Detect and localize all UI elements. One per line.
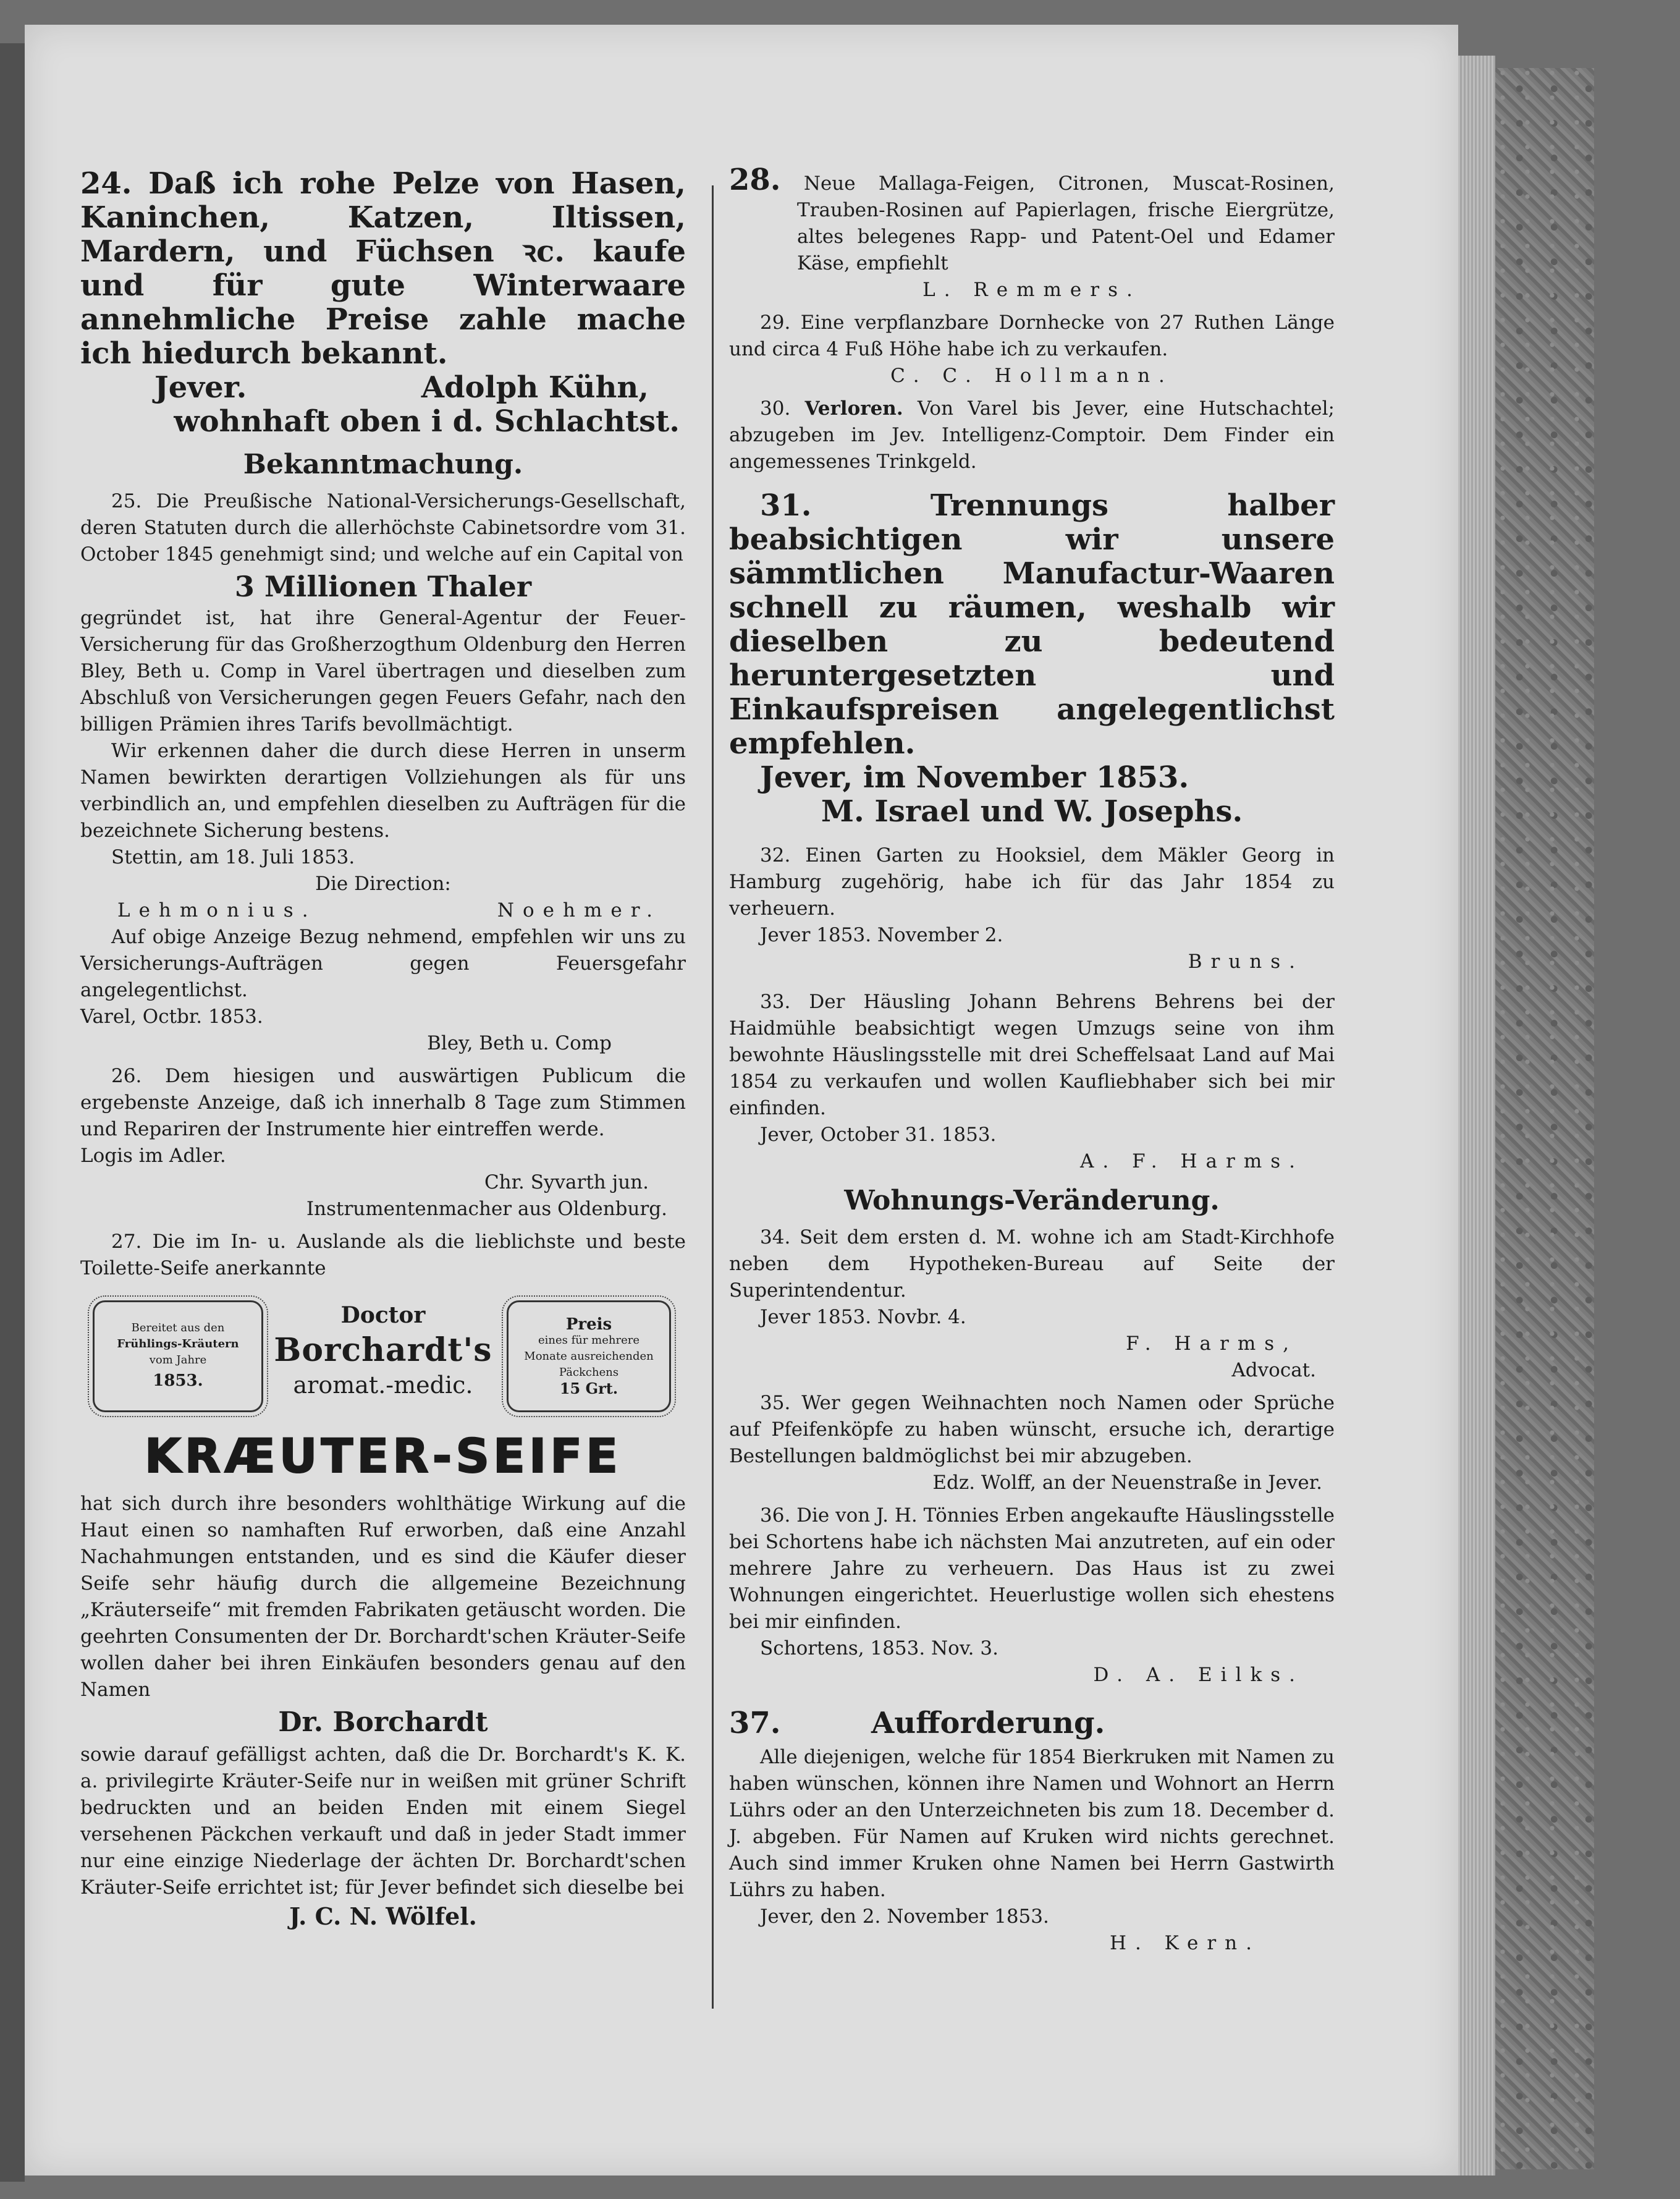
notice-34-dateline: Jever 1853. Novbr. 4. xyxy=(760,1306,966,1328)
notice-30-body: Von Varel bis Jever, eine Hutschachtel; abzugeben im Jev. Intelligenz-Comptoir. Dem Finder ein angemessenes Trinkgeld. xyxy=(729,397,1335,473)
notice-24-address: wohnhaft oben i d. Schlachtst. xyxy=(174,404,680,439)
notice-25-signers xyxy=(80,897,686,924)
notice-35-text: 35. Wer gegen Weihnachten noch Namen oder Sprüche auf Pfeifenköpfe zu haben wünscht, ersuche ich, derartige Bestellungen baldmöglichst bei mir abzugeben. xyxy=(729,1392,1335,1467)
notice-25-dateline-2: Varel, Octbr. 1853. xyxy=(80,1006,263,1028)
ad-borchardts: Borchardt's xyxy=(274,1331,492,1369)
notice-29-signer: C. C. Hollmann. xyxy=(890,365,1173,387)
notice-25-dateline: Stettin, am 18. Juli 1853. xyxy=(111,846,355,868)
page-stack-edge xyxy=(1458,56,1495,2176)
bekanntmachung-heading: Bekanntmachung. xyxy=(243,449,523,480)
ad-right-line-1: Preis xyxy=(565,1315,612,1334)
notice-32-text: 32. Einen Garten zu Hooksiel, dem Mäkler Georg in Hamburg zugehörig, habe ich für das Jahr 1854 zu verheuern. xyxy=(729,844,1335,920)
notice-26-signer: Chr. Syvarth jun. xyxy=(484,1171,649,1193)
notice-27 xyxy=(80,1229,686,1932)
notice-27-intro: 27. Die im In- u. Auslande als die lieblichste und beste Toilette-Seife anerkannte xyxy=(80,1231,686,1279)
notice-25-paragraph-2: gegründet ist, hat ihre General-Agentur der Feuer-Versicherung für das Großherzogthum Oldenburg den Herren Bley, Beth u. Comp in Varel übertragen und dieselben zum Abschluß von Versicherungen gegen Feuers Gefahr, nach den billigen Prämien ihres Tarifs bevollmächtigt. xyxy=(80,607,686,735)
notice-32 xyxy=(729,842,1335,975)
notice-25-paragraph-4: Auf obige Anzeige Bezug nehmend, empfehlen wir uns zu Versicherungs-Aufträgen gegen Feuersgefahr angelegentlichst. xyxy=(80,926,686,1001)
notice-24 xyxy=(80,167,686,439)
right-column xyxy=(729,163,1335,1957)
notice-30-label: Verloren. xyxy=(804,397,903,420)
notice-25-signer-1: Lehmonius. xyxy=(117,899,317,922)
ad-left-line-1: Bereitet aus den xyxy=(131,1321,225,1334)
ad-right-line-3: Monate ausreichenden xyxy=(524,1349,654,1363)
notice-33 xyxy=(729,989,1335,1175)
marbled-cover-edge xyxy=(1495,68,1594,2169)
notice-29-text: 29. Eine verpflanzbare Dornhecke von 27 Ruthen Länge und circa 4 Fuß Höhe habe ich zu verkaufen. xyxy=(729,311,1335,360)
soap-advertisement-frame xyxy=(80,1294,686,1418)
notice-25-paragraph-1: 25. Die Preußische National-Versicherungs-Gesellschaft, deren Statuten durch die allerhöchste Cabinetsordre vom 31. October 1845 genehmigt sind; und welche auf ein Capital von xyxy=(80,490,686,566)
notice-36 xyxy=(729,1502,1335,1688)
notice-27-seller: J. C. N. Wölfel. xyxy=(289,1902,477,1930)
notice-31-signer: M. Israel und W. Josephs. xyxy=(821,794,1243,829)
notice-26-logis: Logis im Adler. xyxy=(80,1145,226,1167)
notice-31 xyxy=(729,489,1335,829)
ad-aromat: aromat.-medic. xyxy=(293,1371,473,1399)
notice-35 xyxy=(729,1390,1335,1496)
notice-35-signer: Edz. Wolff, an der Neuenstraße in Jever. xyxy=(932,1472,1322,1494)
previous-page-edge xyxy=(0,43,25,2182)
notice-37-dateline: Jever, den 2. November 1853. xyxy=(760,1905,1049,1928)
notice-37-signer: H. Kern. xyxy=(1109,1932,1260,1954)
notice-32-signer: Bruns. xyxy=(1188,951,1304,973)
notice-27-paragraph-1: hat sich durch ihre besonders wohlthätige Wirkung auf die Haut einen so namhaften Ruf erworben, daß eine Anzahl Nachahmungen entstanden, und es sind die Käufer dieser Seife sehr häufig durch die allgemeine Bezeichnung „Kräuterseife“ mit fremden Fabrikaten getäuscht worden. Die geehrten Consumenten der Dr. Borchardt'schen Kräuter-Seife wollen daher bei ihren Einkäufen besonders genau auf den Namen xyxy=(80,1493,686,1701)
ad-left-box xyxy=(93,1300,263,1412)
left-column xyxy=(80,167,686,1932)
capital-amount: 3 Millionen Thaler xyxy=(234,570,532,603)
notice-33-text: 33. Der Häusling Johann Behrens Behrens bei der Haidmühle beabsichtigt wegen Umzugs seine von ihm bewohnte Häuslingsstelle mit drei Scheffelsaat Land auf Mai 1854 zu verkaufen und wollen Kaufliebhaber sich bei mir einfinden. xyxy=(729,991,1335,1119)
notice-25-signer-2: Noehmer. xyxy=(497,899,661,922)
ad-left-line-3: vom Jahre xyxy=(149,1353,207,1366)
notice-31-dateline: Jever, im November 1853. xyxy=(760,760,1189,795)
notice-36-dateline: Schortens, 1853. Nov. 3. xyxy=(760,1637,998,1659)
notice-30-text xyxy=(729,396,1335,475)
notice-25-paragraph-3: Wir erkennen daher die durch diese Herren in unserm Namen bewirkten derartigen Vollziehungen als für uns verbindlich an, und empfehlen dieselben zu Aufträgen für die bezeichnete Sicherung bestens. xyxy=(80,740,686,842)
ad-doctor: Doctor xyxy=(340,1302,426,1328)
notice-28 xyxy=(729,163,1335,303)
notice-24-place: Jever. xyxy=(154,370,247,405)
notice-26 xyxy=(80,1063,686,1222)
notice-36-signer: D. A. Eilks. xyxy=(1093,1664,1304,1686)
ad-right-line-2: eines für mehrere xyxy=(538,1333,640,1347)
notice-33-signer: A. F. Harms. xyxy=(1080,1150,1304,1172)
ad-right-line-4: Päckchens xyxy=(559,1365,619,1379)
notice-28-signer: L. Remmers. xyxy=(922,279,1141,301)
notice-31-text: 31. Trennungs halber beabsichtigen wir unsere sämmtlichen Manufactur-Waaren schnell zu räumen, weshalb wir dieselben zu bedeutend heruntergesetzten und Einkaufspreisen angelegentlichst empfehlen. xyxy=(729,488,1335,761)
column-divider xyxy=(712,185,714,2009)
notice-28-number: 28. xyxy=(729,163,781,197)
notice-37-text: Alle diejenigen, welche für 1854 Bierkruken mit Namen zu haben wünschen, können ihre Namen und Wohnort an Herrn Lührs oder an den Unterzeichneten bis zum 18. December d. J. abgeben. Für Namen auf Kruken wird nichts gerechnet. Auch sind immer Kruken ohne Namen bei Herrn Gastwirth Lührs zu haben. xyxy=(729,1746,1335,1901)
ad-center-title xyxy=(272,1300,494,1399)
wohnungs-heading: Wohnungs-Veränderung. xyxy=(844,1185,1220,1216)
notice-25-direction: Die Direction: xyxy=(315,873,451,895)
notice-33-dateline: Jever, October 31. 1853. xyxy=(760,1124,997,1146)
dr-borchardt-name: Dr. Borchardt xyxy=(278,1706,488,1738)
notice-28-text xyxy=(729,163,1335,277)
notice-26-role: Instrumentenmacher aus Oldenburg. xyxy=(306,1198,667,1220)
wohnungs-section xyxy=(729,1181,1335,1384)
notice-24-text: 24. Daß ich rohe Pelze von Hasen, Kaninchen, Katzen, Iltissen, Mardern, und Füchsen ꝛc. kaufe und für gute Winterwaare annehmliche Preise zahle mache ich hiedurch bekannt. xyxy=(80,166,686,371)
notice-36-text: 36. Die von J. H. Tönnies Erben angekaufte Häuslingsstelle bei Schortens habe ich nächsten Mai anzutreten, auf ein oder mehrere Jahre zu verheuern. Das Haus ist zu zwei Wohnungen eingerichtet. Heuerlustige wollen sich ehestens bei mir einfinden. xyxy=(729,1504,1335,1633)
ad-right-line-5: 15 Grt. xyxy=(559,1379,618,1397)
notice-34-text: 34. Seit dem ersten d. M. wohne ich am Stadt-Kirchhofe neben dem Hypotheken-Bureau auf Seite der Superintendentur. xyxy=(729,1226,1335,1302)
notice-30-number: 30. xyxy=(760,397,791,420)
notice-34-role: Advocat. xyxy=(1231,1359,1316,1381)
notice-24-name: Adolph Kühn, xyxy=(421,370,649,405)
notice-25-firm: Bley, Beth u. Comp xyxy=(427,1032,612,1054)
ad-left-line-4: 1853. xyxy=(153,1371,203,1390)
bekanntmachung-section xyxy=(80,445,686,1057)
notice-37-heading: Aufforderung. xyxy=(871,1706,1105,1740)
kraeuter-seife-banner: KRÆUTER-SEIFE xyxy=(80,1426,686,1486)
notice-32-dateline: Jever 1853. November 2. xyxy=(760,924,1003,946)
ad-left-line-2: Frühlings-Kräutern xyxy=(117,1337,239,1350)
notice-37 xyxy=(729,1702,1335,1957)
notice-34-signer: F. Harms, xyxy=(1126,1333,1298,1355)
notice-28-body: Neue Mallaga-Feigen, Citronen, Muscat-Rosinen, Trauben-Rosinen auf Papierlagen, frische Eiergrütze, altes belegenes Rapp- und Patent-Oel und Edamer Käse, empfiehlt xyxy=(797,172,1335,274)
notice-27-paragraph-2: sowie darauf gefälligst achten, daß die Dr. Borchardt's K. K. a. privilegirte Kräuter-Seife nur in weißen mit grüner Schrift bedruckten und an beiden Enden mit einem Siegel versehenen Päckchen verkauft und daß in jeder Stadt immer nur eine einzige Niederlage der ächten Dr. Borchardt'schen Kräuter-Seife errichtet ist; für Jever befindet sich dieselbe bei xyxy=(80,1744,686,1899)
ad-right-box xyxy=(507,1300,671,1412)
notice-37-number: 37. xyxy=(729,1706,781,1740)
notice-30 xyxy=(729,396,1335,475)
notice-29 xyxy=(729,310,1335,389)
notice-24-signature-row xyxy=(80,371,686,405)
notice-26-text: 26. Dem hiesigen und auswärtigen Publicum die ergebenste Anzeige, daß ich innerhalb 8 Tage zum Stimmen und Repariren der Instrumente hier eintreffen werde. xyxy=(80,1065,686,1140)
notice-37-heading-row xyxy=(729,1702,1335,1744)
